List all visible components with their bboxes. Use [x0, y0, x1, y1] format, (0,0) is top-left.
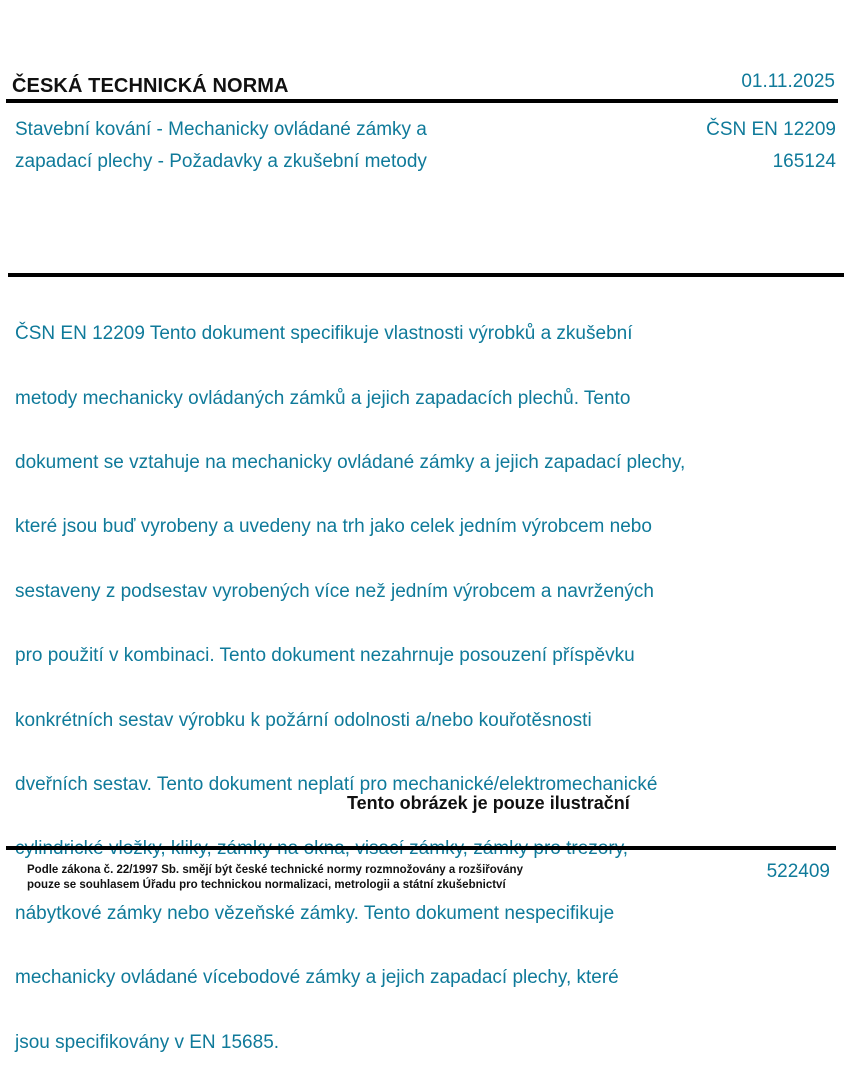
abstract-line: mechanicky ovládané vícebodové zámky a jejich zapadací plechy, které — [15, 967, 619, 989]
abstract-line: dveřních sestav. Tento dokument neplatí pro mechanické/elektromechanické — [15, 774, 658, 796]
abstract-line: pro použití v kombinaci. Tento dokument nezahrnuje posouzení příspěvku — [15, 645, 635, 667]
document-title-line-2: zapadací plechy - Požadavky a zkušební metody — [15, 151, 427, 172]
abstract-text — [15, 286, 785, 1091]
footer-divider — [6, 846, 836, 850]
abstract-line: sestaveny z podsestav vyrobených více než jedním výrobcem a navržených — [15, 580, 654, 602]
document-code-block — [706, 114, 836, 178]
abstract-line: ČSN EN 12209 Tento dokument specifikuje vlastnosti výrobků a zkušební — [15, 323, 633, 345]
document-code: ČSN EN 12209 — [706, 119, 836, 140]
abstract-line: konkrétních sestav výrobku k požární odolnosti a/nebo kouřotěsnosti — [15, 709, 592, 731]
header-divider — [6, 99, 838, 103]
legal-notice-line-1: Podle zákona č. 22/1997 Sb. smějí být české technické normy rozmnožovány a rozšiřovány — [27, 864, 523, 876]
legal-notice-line-2: pouze se souhlasem Úřadu pro technickou normalizaci, metrologii a státní zkušebnictví — [27, 879, 506, 891]
issue-date: 01.11.2025 — [741, 71, 835, 92]
abstract-divider — [8, 273, 844, 277]
abstract-line: které jsou buď vyrobeny a uvedeny na trh jako celek jedním výrobcem nebo — [15, 516, 652, 538]
abstract-line: metody mechanicky ovládaných zámků a jejich zapadacích plechů. Tento — [15, 387, 631, 409]
catalog-number: 522409 — [766, 861, 830, 882]
legal-notice — [27, 863, 587, 893]
norm-label: ČESKÁ TECHNICKÁ NORMA — [12, 75, 289, 97]
class-number: 165124 — [772, 151, 836, 172]
document-title — [15, 114, 575, 178]
document-title-line-1: Stavební kování - Mechanicky ovládané zámky a — [15, 119, 427, 140]
abstract-line: nábytkové zámky nebo vězeňské zámky. Tento dokument nespecifikuje — [15, 902, 615, 924]
abstract-line: jsou specifikovány v EN 15685. — [15, 1031, 280, 1053]
abstract-line: dokument se vztahuje na mechanicky ovládané zámky a jejich zapadací plechy, — [15, 452, 686, 474]
illustration-note: Tento obrázek je pouze ilustrační — [347, 793, 630, 813]
